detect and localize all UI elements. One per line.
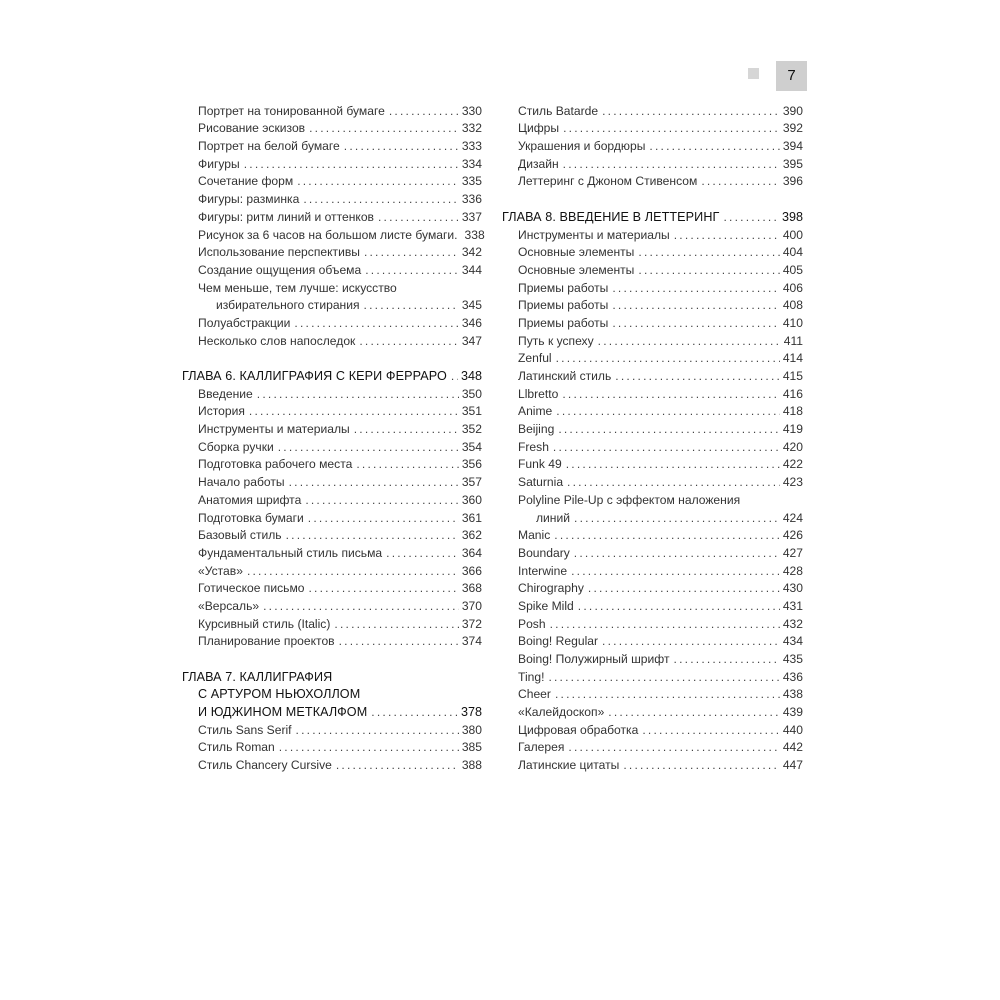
dot-leader <box>303 192 459 207</box>
toc-entry-title: Украшения и бордюры <box>518 139 646 154</box>
dot-leader <box>612 316 779 331</box>
dot-leader <box>602 634 780 649</box>
toc-entry[interactable] <box>502 260 803 278</box>
toc-page-number: 400 <box>782 227 803 242</box>
toc-page-number: 438 <box>782 687 803 702</box>
toc-page-number: 338 <box>464 227 485 242</box>
toc-entry-title: ГЛАВА 7. КАЛЛИГРАФИЯ <box>182 669 333 684</box>
dot-leader <box>365 263 459 278</box>
dot-leader <box>674 228 780 243</box>
dot-leader <box>309 121 459 136</box>
toc-page-number: 361 <box>461 510 482 525</box>
toc-page-number: 396 <box>782 174 803 189</box>
toc-entry[interactable] <box>182 225 485 243</box>
toc-page-number: 392 <box>782 121 803 136</box>
toc-entry[interactable] <box>182 154 482 172</box>
toc-page-number: 414 <box>782 351 803 366</box>
toc-entry-title: Латинские цитаты <box>518 758 620 773</box>
toc-page-number: 430 <box>782 581 803 596</box>
toc-entry-title: Приемы работы <box>518 315 609 330</box>
toc-entry[interactable] <box>182 632 482 650</box>
toc-page-number: 347 <box>461 333 482 348</box>
dot-leader <box>638 245 779 260</box>
dot-leader <box>578 599 780 614</box>
toc-entry[interactable] <box>502 561 803 579</box>
toc-page-number: 419 <box>782 422 803 437</box>
toc-entry-title: Posh <box>518 616 546 631</box>
dot-leader <box>553 440 780 455</box>
dot-leader <box>568 740 779 755</box>
dot-leader <box>623 758 779 773</box>
dot-leader <box>257 387 459 402</box>
dot-leader <box>554 528 780 543</box>
toc-entry[interactable] <box>502 455 803 473</box>
toc-entry-title: Планирование проектов <box>198 634 335 649</box>
toc-page-number: 342 <box>461 245 482 260</box>
dot-leader <box>263 599 459 614</box>
dot-leader <box>602 104 780 119</box>
toc-entry-title: Фигуры: ритм линий и оттенков <box>198 209 374 224</box>
toc-page-number: 442 <box>782 740 803 755</box>
toc-entry[interactable] <box>182 508 482 526</box>
toc-page-number: 426 <box>782 528 803 543</box>
dot-leader <box>364 298 459 313</box>
toc-entry-title: ГЛАВА 6. КАЛЛИГРАФИЯ С КЕРИ ФЕРРАРО <box>182 369 447 383</box>
toc-entry-first-line[interactable] <box>502 490 803 508</box>
toc-entry[interactable] <box>502 720 803 738</box>
toc-chapter-heading[interactable] <box>182 366 482 384</box>
toc-entry-title: Основные элементы <box>518 262 635 277</box>
toc-entry[interactable] <box>182 596 482 614</box>
toc-page-number: 447 <box>782 758 803 773</box>
dot-leader <box>297 174 459 189</box>
toc-entry-title: Saturnia <box>518 475 564 490</box>
toc-chapter-heading-continuation[interactable] <box>182 702 482 720</box>
toc-entry[interactable] <box>502 419 803 437</box>
dot-leader <box>642 723 779 738</box>
toc-entry[interactable] <box>502 472 803 490</box>
toc-entry[interactable] <box>502 136 803 154</box>
toc-entry-title: Boing! Полужирный шрифт <box>518 652 670 666</box>
dot-leader <box>279 740 459 755</box>
toc-entry-title: Фигуры: разминка <box>198 192 300 207</box>
toc-entry[interactable] <box>182 579 482 597</box>
toc-page-number: 354 <box>461 439 482 454</box>
toc-page-number: 405 <box>782 262 803 277</box>
toc-page-number: 404 <box>782 245 803 260</box>
toc-page-number: 352 <box>461 422 482 437</box>
toc-page-number: 372 <box>461 616 482 631</box>
dot-leader <box>723 210 779 225</box>
dot-leader <box>309 581 459 596</box>
toc-entry-title: Spike Mild <box>518 598 574 613</box>
toc-page-number: 348 <box>460 369 482 383</box>
toc-page-number: 370 <box>461 598 482 613</box>
dot-leader <box>364 245 459 260</box>
toc-entry[interactable] <box>502 349 803 367</box>
page-number: 7 <box>776 61 807 91</box>
toc-entry[interactable] <box>182 189 482 207</box>
toc-entry[interactable] <box>502 154 803 172</box>
toc-entry[interactable] <box>182 313 482 331</box>
toc-page-number: 366 <box>461 563 482 578</box>
dot-leader <box>608 705 780 720</box>
toc-page-number: 335 <box>461 174 482 189</box>
toc-entry[interactable] <box>182 101 482 119</box>
toc-entry-title: Базовый стиль <box>198 528 282 543</box>
dot-leader <box>612 298 779 313</box>
toc-chapter-heading[interactable] <box>182 667 482 685</box>
dot-leader <box>574 546 780 561</box>
toc-page-number: 418 <box>782 404 803 419</box>
toc-page-number: 395 <box>782 156 803 171</box>
toc-entry-title: Boundary <box>518 545 570 560</box>
toc-entry-title: Леттеринг с Джоном Стивенсом <box>518 174 698 189</box>
dot-leader <box>567 475 780 490</box>
dot-leader <box>386 546 459 561</box>
toc-page-number: 362 <box>461 528 482 543</box>
toc-entry[interactable] <box>182 490 482 508</box>
toc-entry[interactable] <box>182 419 482 437</box>
dot-leader <box>278 440 459 455</box>
dot-leader <box>574 511 780 526</box>
toc-entry-title: Путь к успеху <box>518 333 594 348</box>
toc-entry[interactable] <box>502 313 803 331</box>
dot-leader <box>378 210 459 225</box>
dot-leader <box>566 457 780 472</box>
dot-leader <box>305 493 459 508</box>
toc-entry-title: Сочетание форм <box>198 174 294 189</box>
dot-leader <box>674 652 780 667</box>
toc-entry-title: Анатомия шрифта <box>198 492 302 507</box>
toc-entry-title: Beijing <box>518 422 555 437</box>
dot-leader <box>649 139 779 154</box>
toc-entry-title: Курсивный стиль (Italic) <box>198 616 331 631</box>
dot-leader <box>356 457 458 472</box>
toc-entry-title: Основные элементы <box>518 245 635 260</box>
dot-leader <box>389 104 459 119</box>
toc-entry-title: Полуабстракции <box>198 315 291 330</box>
toc-page-number: 385 <box>461 740 482 755</box>
toc-right-column <box>502 101 803 773</box>
toc-entry[interactable] <box>502 437 803 455</box>
toc-page-number: 431 <box>782 598 803 613</box>
toc-entry-title: Создание ощущения объема <box>198 262 362 277</box>
toc-page-number: 334 <box>461 156 482 171</box>
toc-page-number: 344 <box>461 262 482 277</box>
dot-leader <box>588 581 780 596</box>
toc-page-number: 416 <box>782 386 803 401</box>
toc-entry[interactable] <box>182 331 482 349</box>
toc-page-number: 434 <box>782 634 803 649</box>
toc-page-number: 380 <box>461 722 482 737</box>
toc-entry-title: Латинский стиль <box>518 369 612 383</box>
toc-entry[interactable] <box>502 296 803 314</box>
toc-entry-title: Дизайн <box>518 156 559 171</box>
toc-entry-title: «Калейдоскоп» <box>518 705 605 720</box>
toc-page-number: 432 <box>782 616 803 631</box>
toc-page-number: 330 <box>461 103 482 118</box>
toc-entry[interactable] <box>502 685 803 703</box>
toc-entry[interactable] <box>502 667 803 685</box>
toc-entry-title: Галерея <box>518 740 565 755</box>
toc-entry[interactable] <box>502 614 803 632</box>
dot-leader <box>371 705 458 720</box>
toc-entry-title: Приемы работы <box>518 298 609 313</box>
toc-page-number: 336 <box>461 192 482 207</box>
toc-entry-title: Zenful <box>518 351 552 366</box>
toc-entry-title: Interwine <box>518 563 568 578</box>
toc-entry-title: «Версаль» <box>198 598 260 613</box>
toc-entry-title: Chirography <box>518 581 584 596</box>
toc-page-number: 332 <box>461 121 482 136</box>
dot-leader <box>556 351 780 366</box>
toc-page-number: 435 <box>782 652 803 666</box>
toc-entry-title: Сборка ручки <box>198 439 274 454</box>
toc-page-number: 390 <box>782 103 803 118</box>
toc-page-number: 346 <box>461 315 482 330</box>
toc-entry-title: Polyline Pile-Up с эффектом наложения <box>518 492 741 507</box>
dot-leader <box>247 564 459 579</box>
dot-leader <box>296 723 459 738</box>
dot-leader <box>638 263 779 278</box>
toc-entry[interactable] <box>182 738 482 756</box>
toc-entry-title: избирательного стирания <box>216 298 360 313</box>
toc-entry[interactable] <box>182 119 482 137</box>
toc-page-number: 351 <box>461 404 482 419</box>
toc-entry-title: Anime <box>518 404 553 419</box>
toc-entry[interactable] <box>182 755 482 773</box>
toc-entry[interactable] <box>502 119 803 137</box>
toc-entry-title: Fresh <box>518 439 549 454</box>
toc-page-number: 356 <box>461 457 482 472</box>
toc-entry[interactable] <box>502 702 803 720</box>
toc-entry-title: Начало работы <box>198 475 285 490</box>
toc-entry[interactable] <box>502 172 803 190</box>
dot-leader <box>336 758 459 773</box>
toc-entry[interactable] <box>182 543 482 561</box>
toc-entry-title: Ting! <box>518 669 545 684</box>
toc-entry-continuation[interactable] <box>502 508 803 526</box>
toc-spacer <box>182 649 482 667</box>
toc-spacer <box>182 349 482 367</box>
toc-entry[interactable] <box>182 136 482 154</box>
toc-entry-title: Рисунок за 6 часов на большом листе бумаги. <box>198 227 458 242</box>
toc-entry-title: Подготовка бумаги <box>198 510 304 525</box>
toc-entry-title: С АРТУРОМ НЬЮХОЛЛОМ <box>198 687 361 702</box>
dot-leader <box>294 316 458 331</box>
toc-page-number: 388 <box>461 758 482 773</box>
dot-leader <box>556 404 780 419</box>
toc-entry-title: Cheer <box>518 687 551 702</box>
dot-leader <box>571 564 780 579</box>
toc-entry-title: Портрет на белой бумаге <box>198 139 340 154</box>
dot-leader <box>612 281 779 296</box>
dot-leader <box>286 528 459 543</box>
toc-page-number: 345 <box>461 298 482 313</box>
toc-page-number: 368 <box>461 581 482 596</box>
toc-entry-title: «Устав» <box>198 563 243 578</box>
dot-leader <box>701 174 780 189</box>
toc-page-number: 406 <box>782 280 803 295</box>
toc-entry-title: Boing! Regular <box>518 634 599 649</box>
toc-page-number: 427 <box>782 545 803 560</box>
toc-page-number: 333 <box>461 139 482 154</box>
toc-entry-title: Стиль Roman <box>198 740 275 755</box>
toc-entry-title: ГЛАВА 8. ВВЕДЕНИЕ В ЛЕТТЕРИНГ <box>502 209 720 224</box>
dot-leader <box>558 422 780 437</box>
dot-leader <box>244 157 459 172</box>
toc-page-number: 428 <box>782 563 803 578</box>
toc-entry-title: Инструменты и материалы <box>518 227 670 242</box>
toc-entry-title: И ЮДЖИНОМ МЕТКАЛФОМ <box>198 705 368 720</box>
toc-entry[interactable] <box>182 437 482 455</box>
toc-entry[interactable] <box>502 243 803 261</box>
toc-entry[interactable] <box>182 526 482 544</box>
toc-entry[interactable] <box>502 579 803 597</box>
toc-page-number: 420 <box>782 439 803 454</box>
toc-page-number: 440 <box>782 722 803 737</box>
toc-entry-title: Llbretto <box>518 386 559 401</box>
toc-entry-title: Несколько слов напоследок <box>198 333 356 348</box>
toc-entry[interactable] <box>502 366 803 384</box>
dot-leader <box>344 139 459 154</box>
toc-entry[interactable] <box>182 260 482 278</box>
toc-entry[interactable] <box>502 649 803 667</box>
dot-leader <box>550 617 780 632</box>
toc-entry[interactable] <box>182 243 482 261</box>
toc-entry[interactable] <box>182 720 482 738</box>
toc-page-number: 357 <box>461 475 482 490</box>
toc-page-number: 398 <box>781 209 803 224</box>
dot-leader <box>451 369 458 384</box>
toc-entry-title: Цифры <box>518 121 560 136</box>
toc-entry-title: Funk 49 <box>518 457 562 472</box>
toc-page-number: 350 <box>461 386 482 401</box>
toc-entry[interactable] <box>502 526 803 544</box>
toc-entry[interactable] <box>502 101 803 119</box>
toc-page-number: 422 <box>782 457 803 472</box>
toc-page-number: 415 <box>782 369 803 383</box>
dot-leader <box>548 670 779 685</box>
toc-entry-title: Рисование эскизов <box>198 121 306 136</box>
toc-entry-title: Подготовка рабочего места <box>198 457 353 472</box>
dot-leader <box>334 617 458 632</box>
toc-page-number: 423 <box>782 475 803 490</box>
dot-leader <box>249 404 459 419</box>
toc-page-number: 337 <box>461 209 482 224</box>
dot-leader <box>354 422 459 437</box>
toc-page-number: 378 <box>460 705 482 720</box>
toc-entry-title: Фундаментальный стиль письма <box>198 545 383 560</box>
toc-entry-title: Инструменты и материалы <box>198 422 350 437</box>
dot-leader <box>289 475 459 490</box>
toc-entry-title: Приемы работы <box>518 280 609 295</box>
toc-entry-title: Стиль Batarde <box>518 103 599 118</box>
toc-entry-title: Фигуры <box>198 156 240 171</box>
toc-entry[interactable] <box>502 278 803 296</box>
toc-page-number: 439 <box>782 705 803 720</box>
dot-leader <box>339 634 459 649</box>
toc-page-number: 374 <box>461 634 482 649</box>
toc-entry-title: История <box>198 404 245 419</box>
toc-entry[interactable] <box>182 384 482 402</box>
toc-entry[interactable] <box>182 561 482 579</box>
toc-entry-title: линий <box>536 510 571 525</box>
toc-entry[interactable] <box>502 384 803 402</box>
toc-page-number: 364 <box>461 545 482 560</box>
toc-entry[interactable] <box>502 738 803 756</box>
dot-leader <box>555 687 780 702</box>
toc-entry-title: Введение <box>198 386 253 401</box>
toc-entry-first-line[interactable] <box>182 278 482 296</box>
dot-leader <box>615 369 780 384</box>
toc-left-column <box>182 101 485 773</box>
dot-leader <box>308 511 459 526</box>
toc-entry-title: Стиль Sans Serif <box>198 722 292 737</box>
toc-entry-title: Портрет на тонированной бумаге <box>198 103 385 118</box>
dot-leader <box>563 157 780 172</box>
dot-leader <box>359 334 458 349</box>
toc-spacer <box>502 189 803 207</box>
toc-entry[interactable] <box>182 172 482 190</box>
toc-page-number: 360 <box>461 492 482 507</box>
toc-chapter-heading-continuation[interactable] <box>182 685 482 703</box>
toc-entry-title: Готическое письмо <box>198 581 305 596</box>
toc-entry[interactable] <box>182 402 482 420</box>
toc-entry[interactable] <box>182 614 482 632</box>
toc-entry[interactable] <box>182 207 482 225</box>
toc-page-number: 408 <box>782 298 803 313</box>
toc-page-number: 424 <box>782 510 803 525</box>
toc-page-number: 436 <box>782 669 803 684</box>
toc-entry-title: Использование перспективы <box>198 245 360 260</box>
toc-page-number: 411 <box>783 333 803 348</box>
dot-leader <box>598 334 781 349</box>
toc-page-number: 394 <box>782 139 803 154</box>
toc-page-number: 410 <box>782 315 803 330</box>
page-marker-square <box>748 68 759 79</box>
toc-entry[interactable] <box>502 331 803 349</box>
toc-entry[interactable] <box>502 632 803 650</box>
toc-entry-title: Manic <box>518 528 551 543</box>
toc-entry[interactable] <box>502 755 803 773</box>
toc-entry-title: Цифровая обработка <box>518 722 639 737</box>
toc-entry[interactable] <box>182 472 482 490</box>
toc-entry-title: Чем меньше, тем лучше: искусство <box>198 280 397 295</box>
toc-entry-continuation[interactable] <box>182 296 482 314</box>
dot-leader <box>562 387 779 402</box>
dot-leader <box>563 121 780 136</box>
toc-entry[interactable] <box>182 455 482 473</box>
toc-chapter-heading[interactable] <box>502 207 803 225</box>
toc-entry[interactable] <box>502 402 803 420</box>
toc-entry[interactable] <box>502 543 803 561</box>
toc-entry-title: Стиль Chancery Cursive <box>198 758 332 773</box>
toc-entry[interactable] <box>502 596 803 614</box>
toc-entry[interactable] <box>502 225 803 243</box>
